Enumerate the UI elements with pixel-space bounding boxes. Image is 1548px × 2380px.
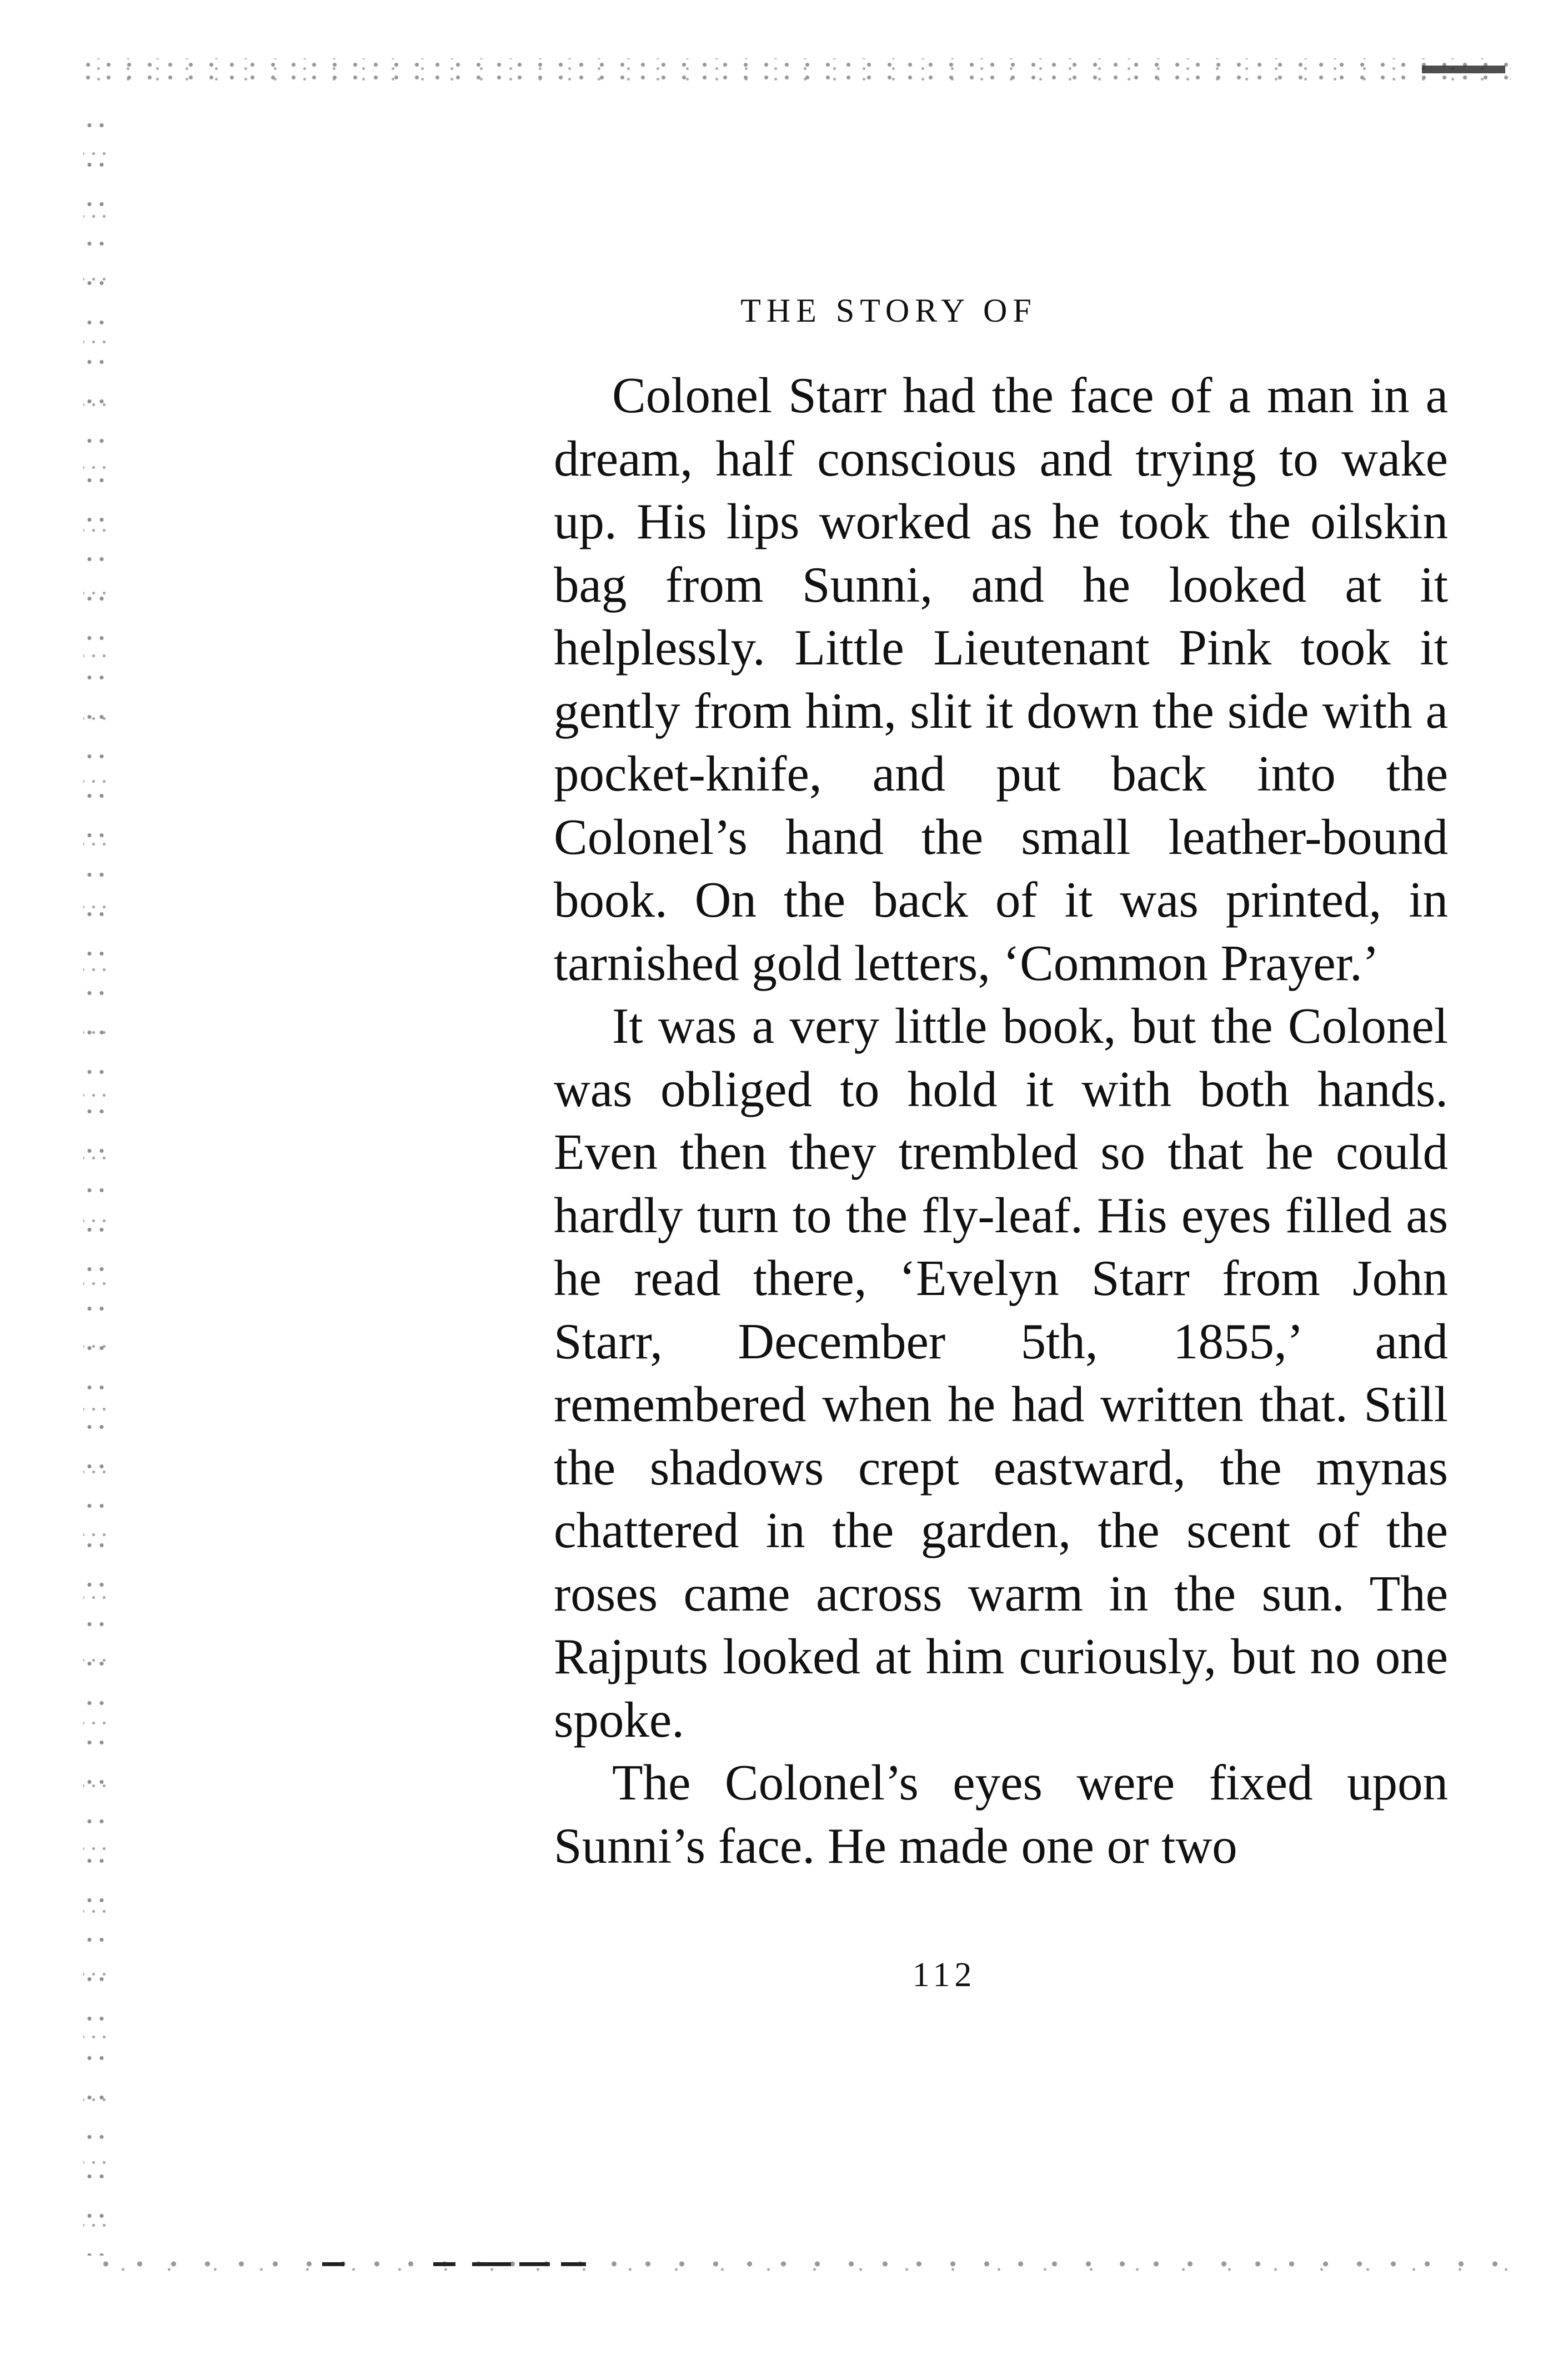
scan-edge-dash bbox=[433, 2262, 455, 2266]
body-text bbox=[554, 364, 1448, 1877]
scan-edge-left bbox=[83, 106, 106, 2256]
scan-edge-dash bbox=[472, 2262, 511, 2266]
paragraph: The Colonel’s eyes were fixed upon Sunni’s face. He made one or two bbox=[554, 1754, 1448, 1874]
page-number: 112 bbox=[912, 1956, 976, 1994]
scan-edge-dash bbox=[322, 2262, 344, 2266]
paragraph: Colonel Starr had the face of a man in a dream, half conscious and trying to wake up. His lips worked as he took the oilskin bag from Sunni, and he looked at it helplessly. Little Lieutenant Pink took it gently from him, slit it down the side with a pocket-knife, and put back into the Colonel’s hand the small leather-bound book. On the back of it was printed, in tarnished gold letters, ‘Common Prayer.’ bbox=[554, 367, 1448, 991]
running-head: THE STORY OF bbox=[740, 292, 1037, 329]
paragraph: It was a very little book, but the Colonel was obliged to hold it with both hands. Even then they trembled so that he could hardly turn to the fly-leaf. His eyes filled as he read there, ‘Evelyn Starr from John Starr, December 5th, 1855,’ and remembered when he had written that. Still the shadows crept eastward, the mynas chattered in the garden, the scent of the roses came across warm in the sun. The Rajputs looked at him curiously, but no one spoke. bbox=[554, 998, 1448, 1748]
scan-edge-top bbox=[78, 58, 1511, 81]
scan-edge-dash bbox=[519, 2262, 550, 2266]
scan-edge-bottom bbox=[89, 2256, 1522, 2272]
scan-edge-dash bbox=[561, 2262, 586, 2266]
scan-edge-mark bbox=[1422, 66, 1505, 73]
